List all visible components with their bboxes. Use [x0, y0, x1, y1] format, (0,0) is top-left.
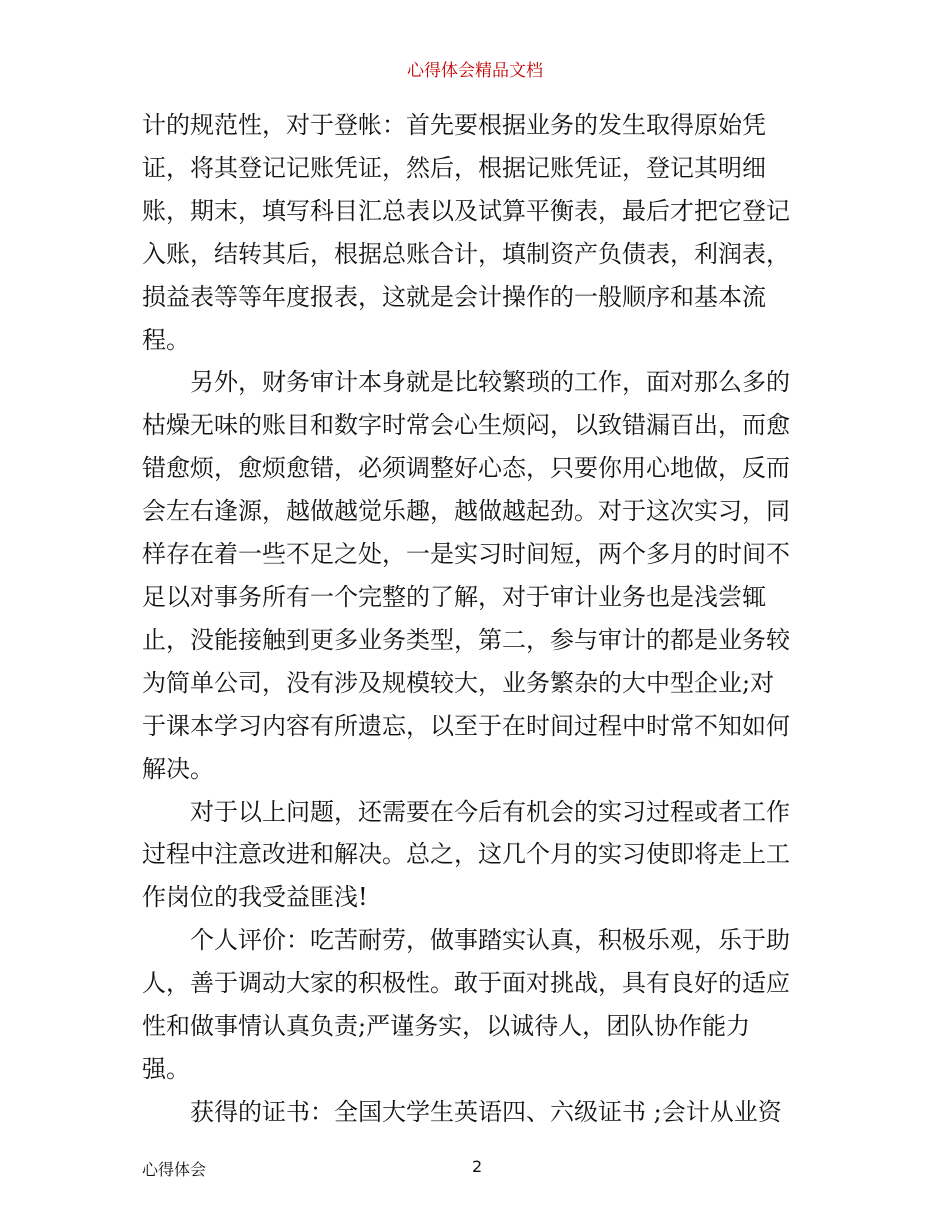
text-line: 枯燥无味的账目和数字时常会心生烦闷，以致错漏百出，而愈	[142, 411, 790, 440]
text-line: 个人评价：吃苦耐劳，做事踏实认真，积极乐观，乐于助	[190, 926, 790, 955]
text-line: 对于以上问题，还需要在今后有机会的实习过程或者工作	[190, 797, 790, 826]
text-line: 为简单公司，没有涉及规模较大，业务繁杂的大中型企业;对	[142, 668, 775, 697]
paragraph	[142, 791, 814, 920]
text-line: 会左右逢源，越做越觉乐趣，越做越起劲。对于这次实习，同	[142, 497, 790, 526]
text-line: 解决。	[142, 754, 214, 783]
text-line: 计的规范性，对于登帐：首先要根据业务的发生取得原始凭	[142, 111, 766, 139]
text-line: 过程中注意改进和解决。总之，这几个月的实习使即将走上工	[142, 840, 790, 869]
document-body	[142, 104, 814, 1134]
text-line: 作岗位的我受益匪浅!	[142, 883, 368, 912]
footer-label: 心得体会	[142, 1160, 207, 1179]
text-line: 样存在着一些不足之处，一是实习时间短，两个多月的时间不	[142, 540, 790, 569]
text-line: 获得的证书：全国大学生英语四、六级证书 ;会计从业资	[190, 1097, 782, 1126]
text-line: 强。	[142, 1054, 190, 1083]
text-line: 损益表等等年度报表，这就是会计操作的一般顺序和基本流	[142, 282, 766, 311]
text-line: 入账，结转其后，根据总账合计，填制资产负债表，利润表，	[142, 239, 790, 268]
text-line: 证，将其登记记账凭证，然后，根据记账凭证，登记其明细	[142, 153, 766, 182]
paragraph	[142, 919, 814, 1091]
text-line: 错愈烦，愈烦愈错，必须调整好心态，只要你用心地做，反而	[142, 454, 790, 483]
paragraph	[142, 104, 814, 361]
text-line: 止，没能接触到更多业务类型，第二，参与审计的都是业务较	[142, 625, 790, 654]
text-line: 足以对事务所有一个完整的了解，对于审计业务也是浅尝辄	[142, 582, 766, 611]
text-line: 账，期末，填写科目汇总表以及试算平衡表，最后才把它登记	[142, 196, 790, 225]
paragraph	[142, 1091, 814, 1134]
text-line: 于课本学习内容有所遗忘，以至于在时间过程中时常不知如何	[142, 711, 790, 740]
text-line: 另外，财务审计本身就是比较繁琐的工作，面对那么多的	[190, 368, 790, 397]
paragraph	[142, 361, 814, 790]
text-line: 人，善于调动大家的积极性。敢于面对挑战，具有良好的适应	[142, 969, 790, 998]
page-number: 2	[472, 1157, 483, 1176]
text-line: 性和做事情认真负责;严谨务实，以诚待人，团队协作能力	[142, 1012, 751, 1041]
page-header-title: 心得体会精品文档	[407, 61, 543, 81]
text-line: 程。	[142, 325, 190, 354]
